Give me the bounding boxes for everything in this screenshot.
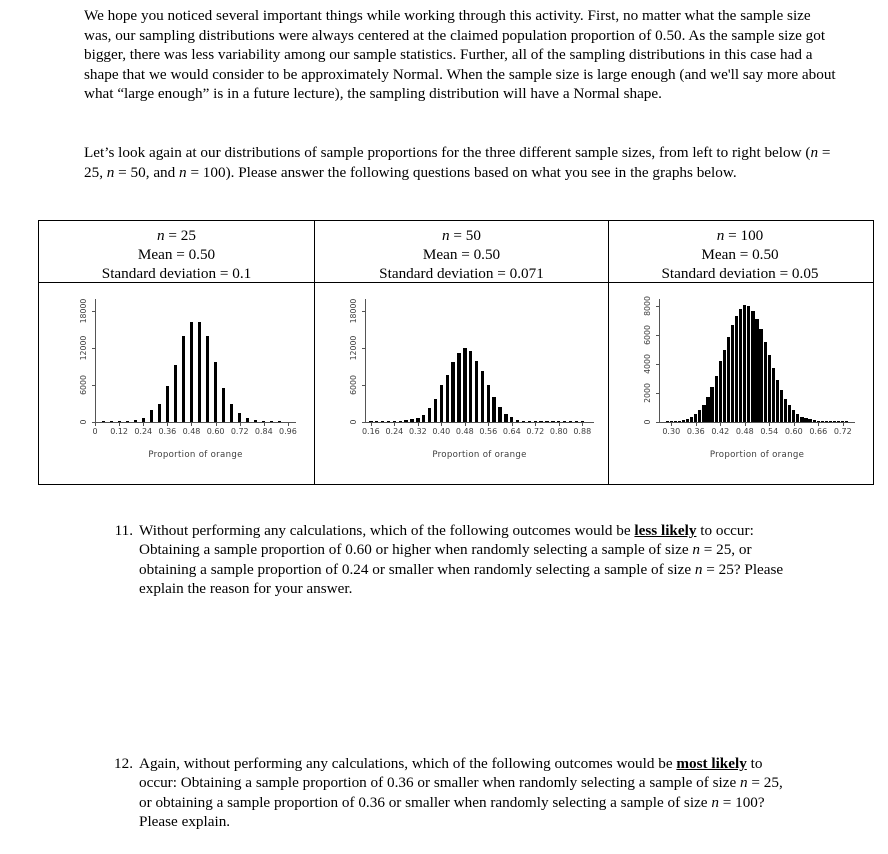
table-header-cell-n100 [609,221,871,282]
histogram-n100 [609,283,871,484]
y-axis-tick [656,335,659,336]
x-axis-tick [671,423,672,426]
histogram-bar [174,365,177,422]
q12-n2: n [711,793,719,811]
x-axis-title: Proportion of orange [432,450,527,460]
y-axis-tick-label: 0 [349,419,358,425]
header-n50-mean: Mean = 0.50 [422,246,501,263]
x-axis-tick-label: 0.42 [711,427,730,436]
x-axis-tick-label: 0.48 [735,427,754,436]
y-axis-tick [362,385,365,386]
header-n50-value: = 50 [449,227,481,244]
q11-seg3: = 25, or obtaining a sample proportion of 0.24 or smaller when randomly selecting a sample of size [139,541,752,578]
y-axis-line [659,299,660,422]
q12-seg4: = 100? Please explain. [139,793,765,831]
histogram-bar [727,337,730,422]
intro-paragraph-1-text: We hope you noticed several important things while working through this activity. First, no matter what the sample size was, our sampling distributions were always centered at the claimed population proportion of 0.50. As the sample size got bigger, there was less variability among our sample statistics. Further, all of the sampling distributions in this case had a shape that we would consider to be approximately Normal. When the sample size is large enough (and we'll say more about what “large enough” is in a future lecture), the sampling distribution will have a Normal shape. [84,7,836,103]
y-axis-tick [362,311,365,312]
para2-seg-b: = 25, [84,144,831,181]
histogram-bar [504,414,507,422]
histogram-bar [768,355,771,422]
histogram-bar [238,413,241,422]
x-axis-tick [535,423,536,426]
histogram-bar [463,348,466,422]
histogram-bar [698,410,701,422]
para2-n1: n [810,144,819,161]
histogram-bar [694,414,697,422]
y-axis-tick-label: 2000 [643,383,652,403]
y-axis-tick-label: 12000 [349,335,358,361]
table-chart-cell-n50 [314,283,609,484]
histogram-bar [723,350,726,422]
q12-seg3: = 25, or obtaining a sample proportion of 0.36 or smaller when randomly selecting a sample of size [139,774,783,811]
x-axis-tick [559,423,560,426]
histogram-bar [706,397,709,422]
x-axis-tick [119,423,120,426]
x-axis-tick-label: 0.40 [432,427,451,436]
x-axis-tick-label: 0.16 [361,427,380,436]
histogram-bar [214,362,217,422]
x-axis-tick [465,423,466,426]
histogram-bar [434,399,437,422]
histogram-bar [710,387,713,422]
x-axis-tick-label: 0.72 [526,427,545,436]
question-12 [107,754,797,832]
histogram-bar [451,362,454,422]
header-n25-sd: Standard deviation = 0.1 [101,265,252,282]
x-axis-tick [794,423,795,426]
x-axis-tick [488,423,489,426]
histogram-bar [755,319,758,422]
histogram-bar [492,397,495,422]
table-chart-row [39,283,873,484]
x-axis-tick [843,423,844,426]
histogram-bar [735,316,738,422]
x-axis-tick-label: 0.36 [158,427,177,436]
x-axis-tick-label: 0.48 [455,427,474,436]
question-12-text [139,754,797,832]
x-axis-tick [418,423,419,426]
y-axis-tick [92,385,95,386]
x-axis-tick [371,423,372,426]
table-chart-cell-n25 [39,283,314,484]
histogram-bar [198,322,201,422]
histogram-bar [428,408,431,422]
x-axis-line [659,422,855,423]
x-axis-tick [95,423,96,426]
histogram-bar [475,361,478,423]
y-axis-tick [362,348,365,349]
y-axis-line [95,299,96,422]
histogram-bar [446,375,449,422]
x-axis-tick [216,423,217,426]
table-header-cell-n25 [39,221,314,282]
y-axis-tick [656,364,659,365]
x-axis-tick-label: 0.32 [408,427,427,436]
histogram-bar [166,386,169,422]
q11-seg4: = 25? Please explain the reason for your answer. [139,560,784,598]
histogram-bar [206,336,209,422]
x-axis-tick-label: 0.88 [573,427,592,436]
intro-paragraph-1 [84,6,838,104]
header-n100-line [609,226,871,245]
x-axis-tick-label: 0.66 [809,427,828,436]
question-11 [107,521,807,599]
q12-seg2: to occur: Obtaining a sample proportion of 0.36 or smaller when randomly selecting a sample of size [139,755,763,792]
histogram-bar [739,309,742,422]
para2-seg-a: Let’s look again at our distributions of sample proportions for the three different sample sizes, from left to right below ( [84,144,811,161]
q11-n1: n [692,541,700,559]
header-n50-sd: Standard deviation = 0.071 [379,265,544,282]
x-axis-tick-label: 0.24 [134,427,153,436]
x-axis-tick [240,423,241,426]
header-n25-mean: Mean = 0.50 [137,246,216,263]
x-axis-tick-label: 0.56 [479,427,498,436]
para2-seg-d: = 100). Please answer the following questions based on what you see in the graphs below. [186,163,737,181]
histogram-bar [743,305,746,422]
x-axis-title: Proportion of orange [709,450,805,460]
question-11-text [139,521,807,599]
para2-n2: n [106,163,115,181]
y-axis-tick-label: 12000 [79,335,88,361]
header-n100-sd: Standard deviation = 0.05 [661,265,819,282]
histogram-bar [230,404,233,422]
x-axis-tick-label: 0.80 [549,427,568,436]
x-axis-tick [191,423,192,426]
histogram-bar [469,351,472,422]
x-axis-tick-label: 0.60 [206,427,225,436]
x-axis-tick [582,423,583,426]
histogram-bar [158,404,161,422]
histogram-bar [731,325,734,422]
y-axis-tick [656,306,659,307]
x-axis-tick [143,423,144,426]
y-axis-tick-label: 6000 [349,375,358,396]
x-axis-tick-label: 0.54 [760,427,779,436]
histogram-bar [422,415,425,422]
x-axis-tick [167,423,168,426]
histogram-bar [222,388,225,422]
sampling-distributions-table [38,220,874,485]
x-axis-tick-label: 0.48 [182,427,201,436]
x-axis-tick [720,423,721,426]
x-axis-tick [394,423,395,426]
table-chart-cell-n100 [609,283,871,484]
histogram-bar [719,361,722,422]
x-axis-tick [696,423,697,426]
q12-n1: n [740,774,748,792]
histogram-bar [751,311,754,422]
histogram-bar [747,306,750,422]
x-axis-tick-label: 0.60 [784,427,803,436]
histogram-n25 [39,283,314,484]
histogram-bar [150,410,153,422]
header-n50-line [315,226,608,245]
x-axis-tick-label: 0.64 [502,427,521,436]
x-axis-line [95,422,296,423]
x-axis-title: Proportion of orange [148,450,243,460]
y-axis-tick [92,311,95,312]
histogram-bar [764,342,767,422]
x-axis-tick-label: 0.72 [833,427,852,436]
x-axis-tick [288,423,289,426]
header-n100-mean: Mean = 0.50 [701,246,779,263]
x-axis-tick-label: 0.24 [385,427,404,436]
para2-seg-c: = 50, and [114,163,180,181]
histogram-bar [776,380,779,422]
question-12-number: 12. [114,755,133,772]
x-axis-tick-label: 0.36 [686,427,705,436]
header-n25-value: = 25 [164,227,196,244]
y-axis-tick-label: 0 [79,419,88,425]
y-axis-tick-label: 0 [643,419,652,425]
histogram-bar [498,407,501,422]
intro-paragraph-2 [84,143,836,182]
y-axis-tick-label: 18000 [349,298,358,324]
histogram-bar [788,405,791,422]
y-axis-line [365,299,366,422]
y-axis-tick-label: 4000 [643,354,652,375]
header-n25-italic-n: n [157,227,165,244]
header-n50-italic-n: n [442,227,450,244]
x-axis-tick-label: 0.84 [254,427,273,436]
histogram-bar [190,322,193,422]
x-axis-tick [264,423,265,426]
x-axis-tick [745,423,746,426]
q12-seg1: Again, without performing any calculations, which of the following outcomes would be [139,755,677,772]
histogram-bar [715,376,718,422]
para2-n3: n [179,163,187,181]
question-11-number: 11. [114,522,133,539]
histogram-bar [784,399,787,422]
q11-emphasis: less likely [634,522,697,539]
q11-seg2: to occur: Obtaining a sample proportion of 0.60 or higher when randomly selecting a sample of size [139,522,754,559]
histogram-bar [457,353,460,422]
x-axis-tick [769,423,770,426]
x-axis-tick [441,423,442,426]
y-axis-tick [92,348,95,349]
x-axis-tick-label: 0.12 [110,427,129,436]
histogram-bar [759,329,762,422]
x-axis-tick-label: 0.30 [662,427,681,436]
q11-seg1: Without performing any calculations, which of the following outcomes would be [139,522,635,539]
x-axis-tick [818,423,819,426]
y-axis-tick-label: 8000 [643,296,652,317]
x-axis-tick [512,423,513,426]
histogram-bar [487,385,490,422]
q12-emphasis: most likely [676,755,747,772]
histogram-bar [772,368,775,422]
y-axis-tick [656,393,659,394]
x-axis-tick-label: 0.72 [230,427,249,436]
table-header-row [39,221,873,283]
histogram-bar [182,336,185,422]
histogram-n50 [315,283,608,484]
histogram-bar [780,390,783,422]
histogram-bar [481,371,484,422]
histogram-bar [792,410,795,422]
header-n100-italic-n: n [716,227,725,244]
table-header-cell-n50 [314,221,609,282]
y-axis-tick-label: 18000 [79,298,88,324]
histogram-bar [796,414,799,422]
x-axis-tick-label: 0 [92,427,98,436]
header-n100-value: = 100 [724,227,764,244]
q11-n2: n [694,560,703,578]
histogram-bar [440,385,443,422]
x-axis-tick-label: 0.96 [279,427,297,436]
header-n25-line [39,226,314,245]
histogram-bar [702,405,705,422]
y-axis-tick-label: 6000 [79,375,88,396]
y-axis-tick-label: 6000 [643,325,652,346]
